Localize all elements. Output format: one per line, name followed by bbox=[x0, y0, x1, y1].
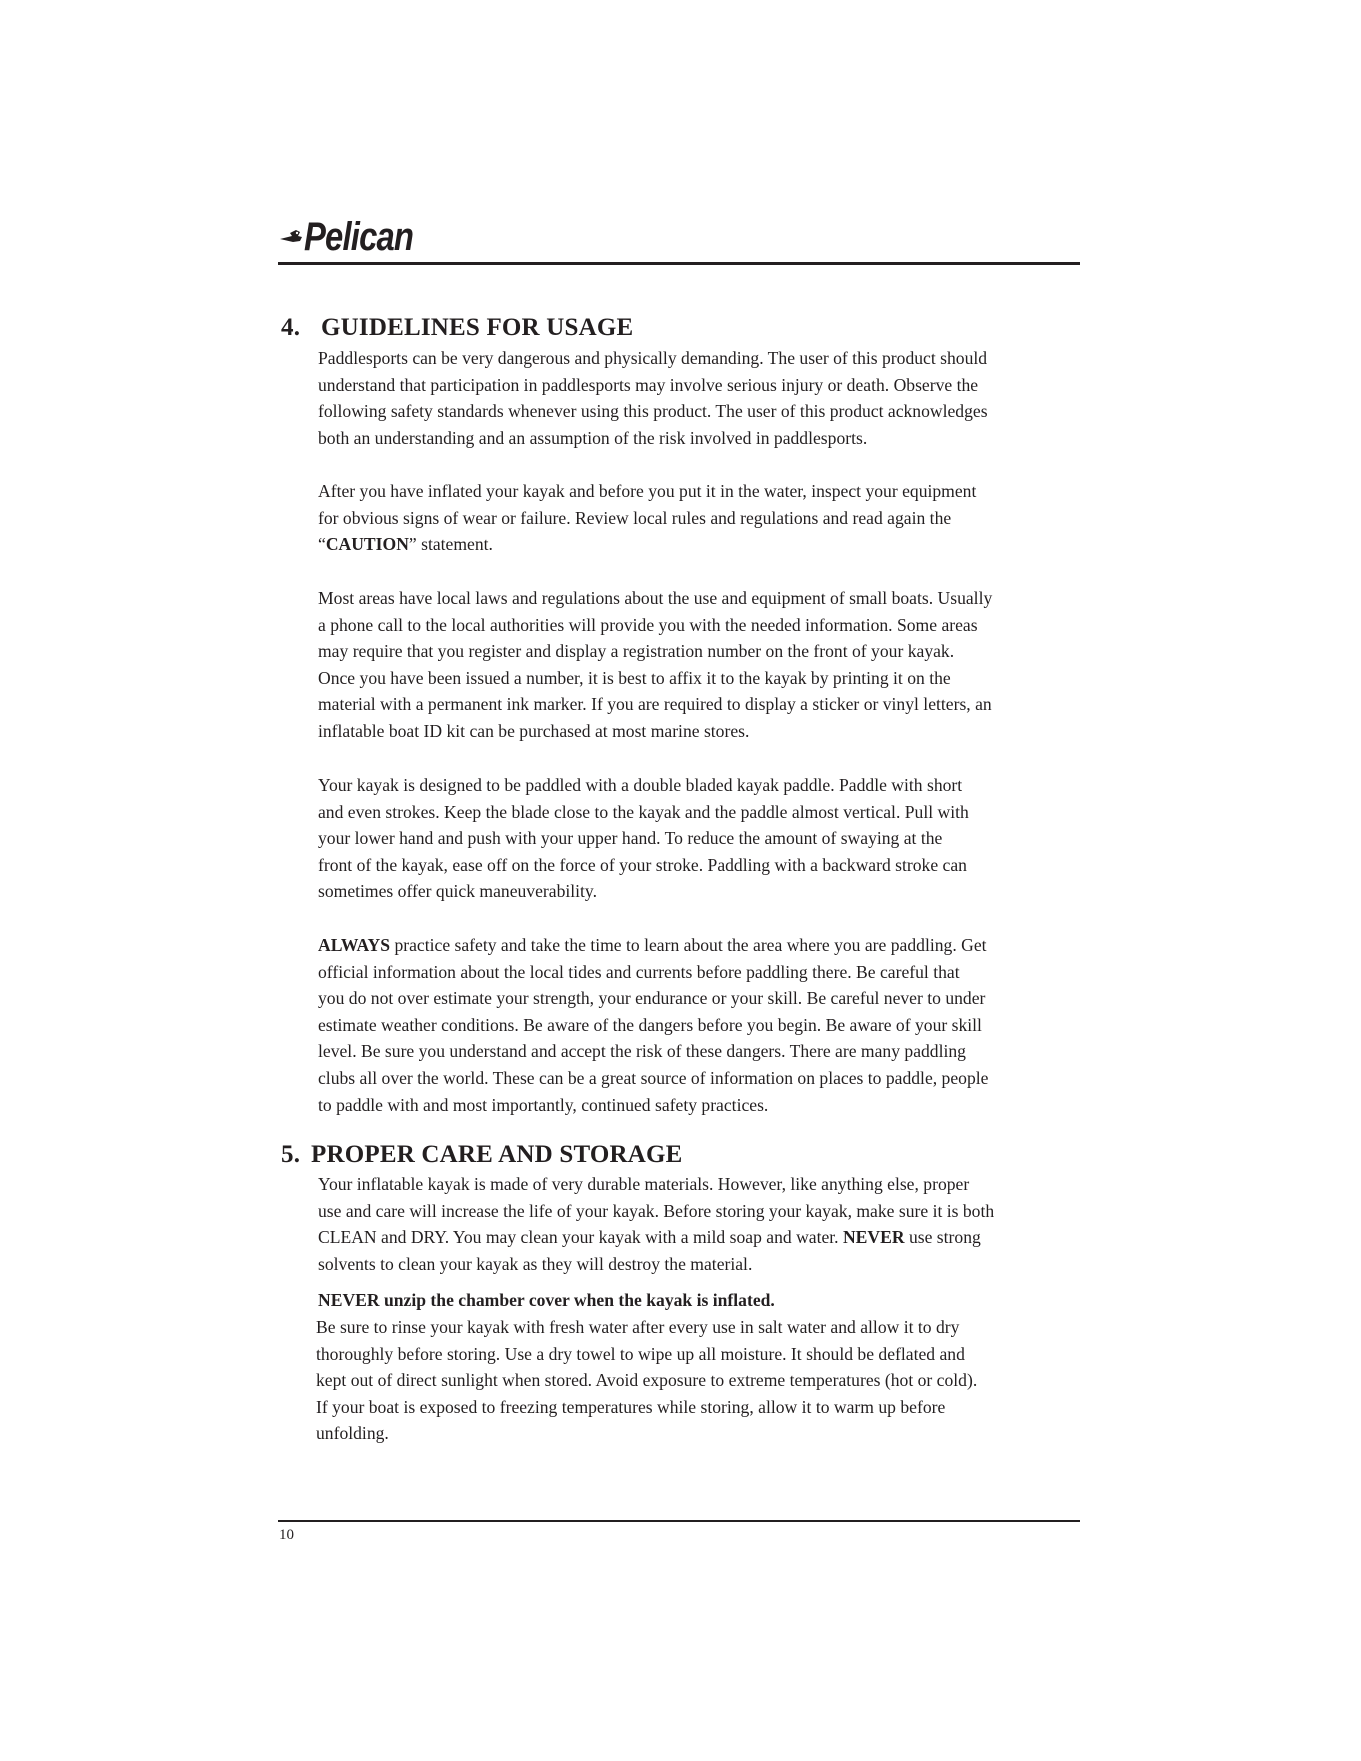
page-header bbox=[278, 212, 1080, 266]
footer-divider bbox=[278, 1520, 1080, 1522]
text-line: both an understanding and an assumption of the risk involved in paddlesports. bbox=[318, 427, 868, 448]
paragraph bbox=[318, 1171, 1083, 1277]
text-line: Paddlesports can be very dangerous and physically demanding. The user of this product should bbox=[318, 348, 988, 368]
paragraph bbox=[316, 1314, 1081, 1447]
text-fragment: ” statement. bbox=[408, 534, 493, 555]
warning-notice: NEVER unzip the chamber cover when the kayak is inflated. bbox=[318, 1290, 775, 1310]
text-line: Once you have been issued a number, it is best to affix it to the kayak by printing it on the bbox=[318, 667, 951, 688]
text-line: Your inflatable kayak is made of very durable materials. However, like anything else, proper bbox=[318, 1174, 970, 1194]
text-fragment: use strong bbox=[904, 1227, 981, 1248]
section-number: 5. bbox=[281, 1141, 301, 1168]
open-quote: “ bbox=[318, 534, 326, 555]
text-line: Your kayak is designed to be paddled with a double bladed kayak paddle. Paddle with short bbox=[318, 775, 963, 795]
paragraph bbox=[318, 932, 1083, 1118]
never-emphasis: NEVER bbox=[842, 1227, 905, 1248]
text-line bbox=[318, 531, 1083, 558]
section-number: 4. bbox=[281, 314, 301, 341]
text-line: solvents to clean your kayak as they will destroy the material. bbox=[318, 1253, 753, 1274]
logo-wordmark: Pelican bbox=[304, 215, 414, 259]
text-line: following safety standards whenever using this product. The user of this product acknowledges bbox=[318, 401, 988, 422]
paragraph bbox=[318, 772, 1083, 905]
section-4-heading bbox=[281, 314, 633, 342]
text-line: to paddle with and most importantly, continued safety practices. bbox=[318, 1094, 769, 1115]
text-line bbox=[318, 932, 1083, 959]
text-line: official information about the local tides and currents before paddling there. Be careful that bbox=[318, 961, 960, 982]
text-line bbox=[318, 1224, 1083, 1251]
text-line: your lower hand and push with your upper hand. To reduce the amount of swaying at the bbox=[318, 828, 943, 849]
section-title: PROPER CARE AND STORAGE bbox=[311, 1141, 683, 1168]
section-5-heading bbox=[281, 1141, 683, 1169]
page-number: 10 bbox=[279, 1527, 294, 1543]
text-line: understand that participation in paddlesports may involve serious injury or death. Observe the bbox=[318, 374, 979, 395]
text-line: use and care will increase the life of your kayak. Before storing your kayak, make sure it is both bbox=[318, 1200, 995, 1221]
text-line: a phone call to the local authorities will provide you with the needed information. Some areas bbox=[318, 614, 978, 635]
header-divider bbox=[278, 262, 1080, 265]
text-line: sometimes offer quick maneuverability. bbox=[318, 881, 597, 902]
text-line: front of the kayak, ease off on the force of your stroke. Paddling with a backward stroke can bbox=[318, 854, 967, 875]
paragraph bbox=[318, 478, 1083, 558]
text-line: for obvious signs of wear or failure. Review local rules and regulations and read again the bbox=[318, 507, 952, 528]
text-line: thoroughly before storing. Use a dry towel to wipe up all moisture. It should be deflated and bbox=[316, 1343, 965, 1364]
text-line: After you have inflated your kayak and before you put it in the water, inspect your equipment bbox=[318, 481, 977, 501]
text-fragment: CLEAN and DRY. You may clean your kayak with a mild soap and water. bbox=[318, 1227, 843, 1248]
text-line: material with a permanent ink marker. If you are required to display a sticker or vinyl letters, an bbox=[318, 694, 992, 715]
text-fragment: practice safety and take the time to learn about the area where you are paddling. Get bbox=[390, 935, 987, 955]
paragraph bbox=[318, 345, 1083, 451]
paragraph bbox=[318, 585, 1083, 745]
text-line: If your boat is exposed to freezing temperatures while storing, allow it to warm up before bbox=[316, 1396, 946, 1417]
text-line: level. Be sure you understand and accept the risk of these dangers. There are many paddling bbox=[318, 1041, 966, 1062]
text-line: Most areas have local laws and regulations about the use and equipment of small boats. Usually bbox=[318, 588, 993, 608]
text-line: you do not over estimate your strength, your endurance or your skill. Be careful never to under bbox=[318, 988, 986, 1009]
text-line: and even strokes. Keep the blade close to the kayak and the paddle almost vertical. Pull with bbox=[318, 801, 969, 822]
caution-emphasis: CAUTION bbox=[325, 534, 409, 555]
pelican-logo bbox=[278, 212, 437, 262]
text-line: estimate weather conditions. Be aware of the dangers before you begin. Be aware of your skill bbox=[318, 1014, 982, 1035]
always-emphasis: ALWAYS bbox=[318, 935, 391, 955]
text-line: Be sure to rinse your kayak with fresh water after every use in salt water and allow it to dry bbox=[316, 1317, 960, 1337]
text-line: kept out of direct sunlight when stored. Avoid exposure to extreme temperatures (hot or cold). bbox=[316, 1370, 978, 1391]
text-line: may require that you register and display a registration number on the front of your kayak. bbox=[318, 641, 955, 662]
text-line: clubs all over the world. These can be a great source of information on places to paddle, people bbox=[318, 1067, 989, 1088]
text-line: unfolding. bbox=[316, 1423, 389, 1444]
section-title: GUIDELINES FOR USAGE bbox=[321, 314, 634, 341]
text-line: inflatable boat ID kit can be purchased at most marine stores. bbox=[318, 720, 750, 741]
